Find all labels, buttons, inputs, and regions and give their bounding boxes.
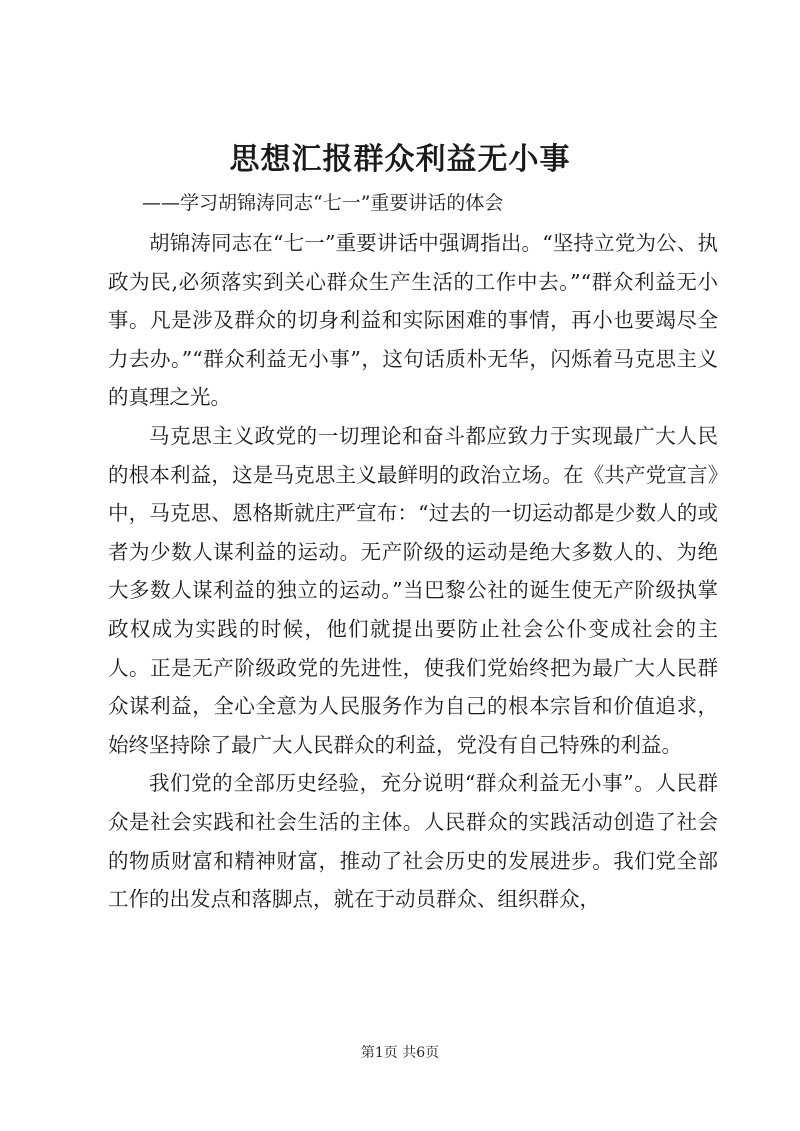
body-paragraph: 胡锦涛同志在“七一”重要讲话中强调指出。“坚持立党为公、执政为民,必须落实到关心群众生产生活的工作中去。”“群众利益无小事。凡是涉及群众的切身利益和实际困难的事情，再小也要竭尽全力去办。”“群众利益无小事”，这句话质朴无华，闪烁着马克思主义的真理之光。 (108, 231, 718, 410)
page-footer: 第1页 共6页 (360, 1045, 440, 1061)
document-title: 思想汇报群众利益无小事 (229, 142, 571, 177)
document-body (108, 224, 718, 919)
body-paragraph: 马克思主义政党的一切理论和奋斗都应致力于实现最广大人民的根本利益，这是马克思主义最鲜明的政治立场。在《共产党宣言》中，马克思、恩格斯就庄严宣布：“过去的一切运动都是少数人的或者为少数人谋利益的运动。无产阶级的运动是绝大多数人的、为绝大多数人谋利益的独立的运动。”当巴黎公社的诞生使无产阶级执掌政权成为实践的时候，他们就提出要防止社会公仆变成社会的主人。正是无产阶级政党的先进性，使我们党始终把为最广大人民群众谋利益，全心全意为人民服务作为自己的根本宗旨和价值追求，始终坚持除了最广大人民群众的利益，党没有自己特殊的利益。 (108, 423, 718, 757)
document-subtitle: ——学习胡锦涛同志“七一”重要讲话的体会 (142, 192, 504, 214)
body-paragraph: 我们党的全部历史经验，充分说明“群众利益无小事”。人民群众是社会实践和社会生活的主体。人民群众的实践活动创造了社会的物质财富和精神财富，推动了社会历史的发展进步。我们党全部工作的出发点和落脚点，就在于动员群众、组织群众， (108, 771, 718, 912)
